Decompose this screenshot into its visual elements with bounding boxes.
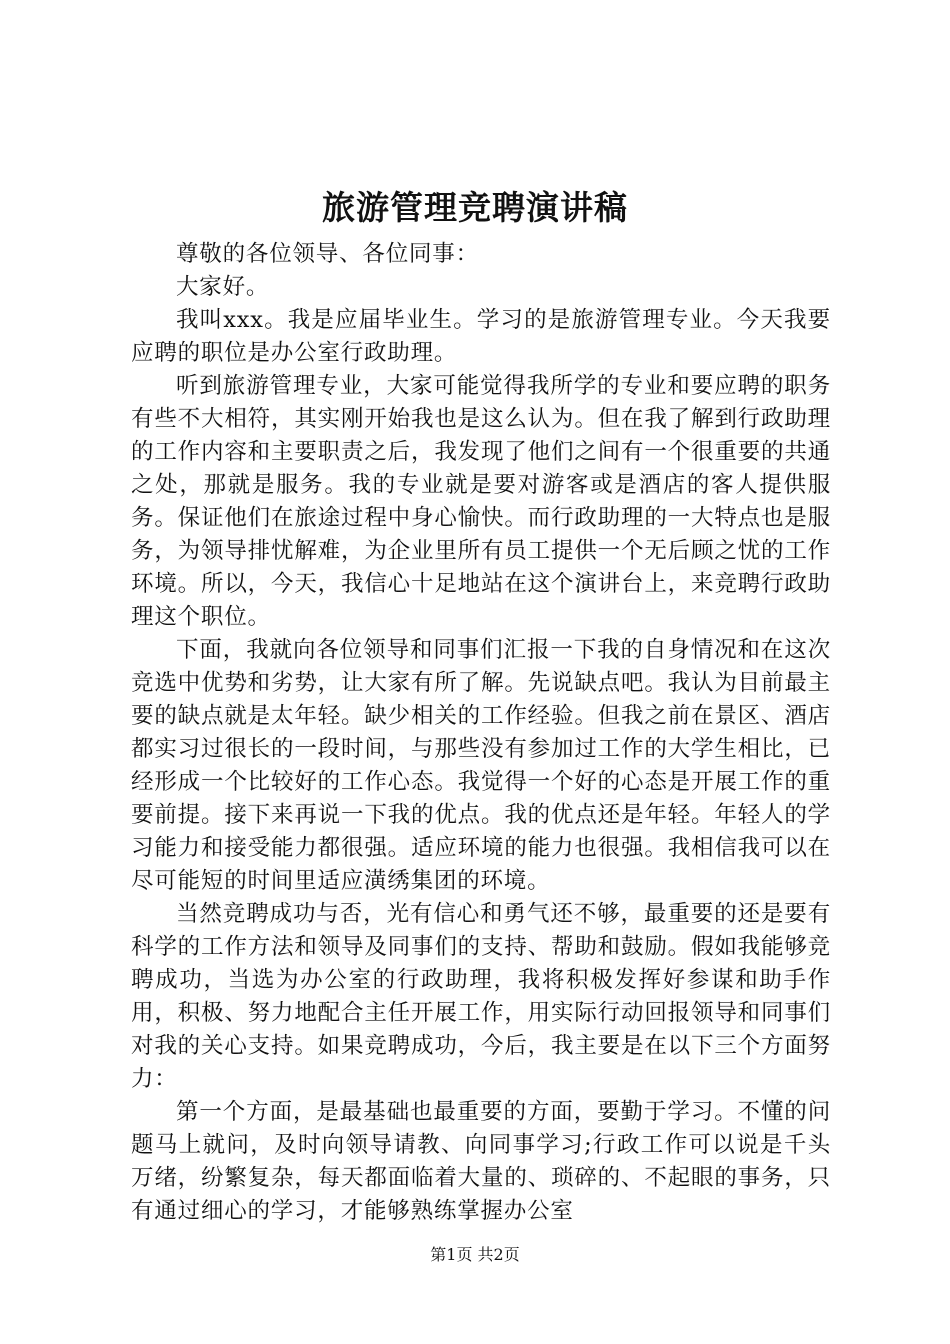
paragraph-major-relevance: 听到旅游管理专业，大家可能觉得我所学的专业和要应聘的职务有些不大相符，其实刚开始我也是这么认为。但在我了解到行政助理的工作内容和主要职责之后，我发现了他们之间有一个很重要的共通之处，那就是服务。我的专业就是要对游客或是酒店的客人提供服务。保证他们在旅途过程中身心愉快。而行政助理的一大特点也是服务，为领导排忧解难，为企业里所有员工提供一个无后顾之忧的工作环境。所以，今天，我信心十足地站在这个演讲台上，来竞聘行政助理这个职位。 xyxy=(131,373,831,630)
document-body xyxy=(131,238,831,1228)
paragraph-greeting: 大家好。 xyxy=(176,274,270,300)
paragraph-introduction: 我叫xxx。我是应届毕业生。学习的是旅游管理专业。今天我要应聘的职位是办公室行政助理。 xyxy=(131,307,831,366)
paragraph-first-aspect: 第一个方面，是最基础也最重要的方面，要勤于学习。不懂的问题马上就问，及时向领导请教、向同事学习;行政工作可以说是千头万绪，纷繁复杂，每天都面临着大量的、琐碎的、不起眼的事务，只有通过细心的学习，才能够熟练掌握办公室 xyxy=(131,1099,831,1224)
paragraph-salutation: 尊敬的各位领导、各位同事： xyxy=(176,241,479,267)
paragraph-commitment: 当然竞聘成功与否，光有信心和勇气还不够，最重要的还是要有科学的工作方法和领导及同事们的支持、帮助和鼓励。假如我能够竞聘成功，当选为办公室的行政助理，我将积极发挥好参谋和助手作用，积极、努力地配合主任开展工作，用实际行动回报领导和同事们对我的关心支持。如果竞聘成功，今后，我主要是在以下三个方面努力： xyxy=(131,901,831,1092)
paragraph-strengths-weaknesses: 下面，我就向各位领导和同事们汇报一下我的自身情况和在这次竞选中优势和劣势，让大家有所了解。先说缺点吧。我认为目前最主要的缺点就是太年轻。缺少相关的工作经验。但我之前在景区、酒店都实习过很长的一段时间，与那些没有参加过工作的大学生相比，已经形成一个比较好的工作心态。我觉得一个好的心态是开展工作的重要前提。接下来再说一下我的优点。我的优点还是年轻。年轻人的学习能力和接受能力都很强。适应环境的能力也很强。我相信我可以在尽可能短的时间里适应潢绣集团的环境。 xyxy=(131,637,831,894)
page-number: 第1页 共2页 xyxy=(430,1245,520,1264)
page-title: 旅游管理竞聘演讲稿 xyxy=(322,188,628,227)
